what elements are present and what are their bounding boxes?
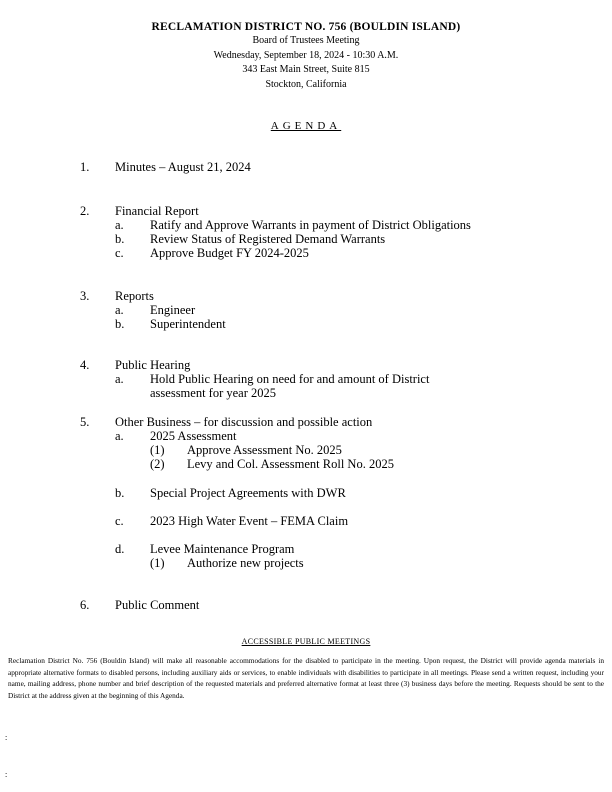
item-5a-text: 2025 Assessment xyxy=(150,429,237,443)
item-4-number: 4. xyxy=(80,358,90,372)
item-4a-text-line2: assessment for year 2025 xyxy=(150,386,277,400)
margin-mark-top: : xyxy=(5,733,8,742)
item-5d-text: Levee Maintenance Program xyxy=(150,542,295,556)
item-5c-text: 2023 High Water Event – FEMA Claim xyxy=(150,514,349,528)
item-5a-2-text: Levy and Col. Assessment Roll No. 2025 xyxy=(187,457,394,471)
item-2-number: 2. xyxy=(80,204,90,218)
item-3a-text: Engineer xyxy=(150,303,196,317)
item-3b-letter: b. xyxy=(115,317,125,331)
item-2c-text: Approve Budget FY 2024-2025 xyxy=(150,246,309,260)
item-5b-letter: b. xyxy=(115,486,125,500)
meeting-type: Board of Trustees Meeting xyxy=(252,35,360,46)
item-5a-letter: a. xyxy=(115,429,124,443)
item-1-text: Minutes – August 21, 2024 xyxy=(115,160,251,174)
item-5-number: 5. xyxy=(80,415,90,429)
document-header xyxy=(0,20,612,92)
item-3a-letter: a. xyxy=(115,303,124,317)
agenda-heading: AGENDA xyxy=(270,120,342,132)
item-5a-2-number: (2) xyxy=(150,457,165,471)
item-5d-letter: d. xyxy=(115,542,125,556)
meeting-city: Stockton, California xyxy=(265,78,347,90)
meeting-address: 343 East Main Street, Suite 815 xyxy=(242,64,370,75)
margin-mark-bottom: : xyxy=(5,770,8,779)
item-2a-text: Ratify and Approve Warrants in payment of District Obligations xyxy=(150,218,471,232)
item-5-text: Other Business – for discussion and possible action xyxy=(115,415,373,429)
item-5b-text: Special Project Agreements with DWR xyxy=(150,486,346,500)
item-2b-text: Review Status of Registered Demand Warrants xyxy=(150,232,386,246)
accessible-meetings-text: Reclamation District No. 756 (Bouldin Island) will make all reasonable accommodations for the disabled to participate in the meeting. Upon request, the District will provide agenda materials in appropriate alternative formats to disabled persons, including auxiliary aids or services, to enable individuals with disabilities to participate in all meetings. Please send a written request, including your name, mailing address, phone number and brief description of the requested materials and preferred alternative format at least three (3) business days before the meeting. Requests should be sent to the District at the address given at the beginning of this Agenda. xyxy=(8,656,604,700)
item-4a-text-line1: Hold Public Hearing on need for and amount of District xyxy=(150,372,430,386)
item-4a-letter: a. xyxy=(115,372,124,386)
item-1-number: 1. xyxy=(80,160,90,174)
item-2a-letter: a. xyxy=(115,218,124,232)
item-4-text: Public Hearing xyxy=(115,358,191,372)
item-6-number: 6. xyxy=(80,598,90,612)
item-5a-1-text: Approve Assessment No. 2025 xyxy=(187,443,342,457)
accessible-meetings-heading: ACCESSIBLE PUBLIC MEETINGS xyxy=(241,637,371,646)
item-3-text: Reports xyxy=(115,289,154,303)
district-title: RECLAMATION DISTRICT NO. 756 (BOULDIN ISLAND) xyxy=(151,21,461,33)
item-2b-letter: b. xyxy=(115,232,125,246)
item-5d-1-text: Authorize new projects xyxy=(187,556,304,570)
meeting-datetime: Wednesday, September 18, 2024 - 10:30 A.M. xyxy=(213,49,399,61)
item-5a-1-number: (1) xyxy=(150,443,165,457)
item-6-text: Public Comment xyxy=(115,598,200,612)
item-5c-letter: c. xyxy=(115,514,124,528)
item-5d-1-number: (1) xyxy=(150,556,165,570)
item-2-text: Financial Report xyxy=(115,204,199,218)
item-3b-text: Superintendent xyxy=(150,317,226,331)
item-2c-letter: c. xyxy=(115,246,124,260)
item-3-number: 3. xyxy=(80,289,90,303)
